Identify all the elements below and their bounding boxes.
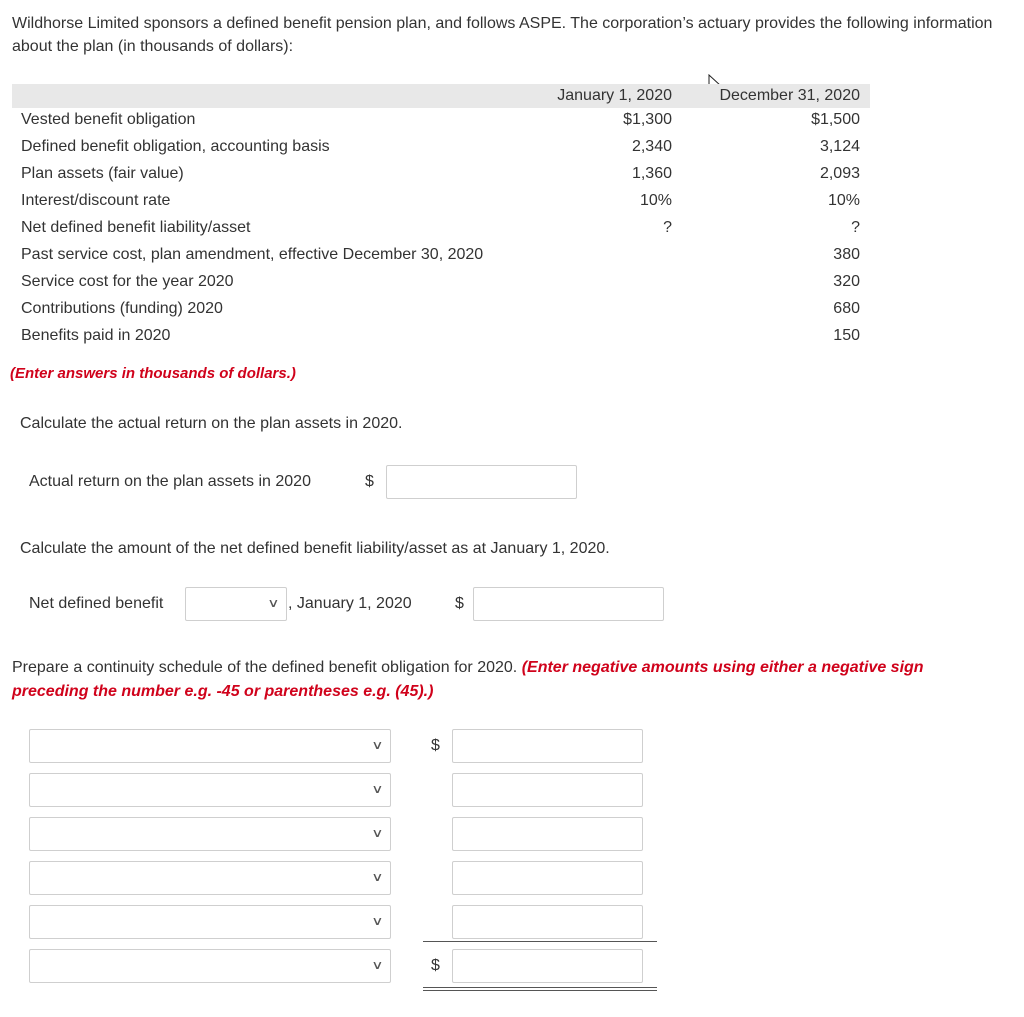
schedule-item-select[interactable] — [29, 817, 391, 851]
table-row — [12, 189, 870, 216]
plan-info-table — [12, 84, 870, 351]
row-label: Benefits paid in 2020 — [21, 327, 171, 344]
schedule-amount-input[interactable] — [452, 729, 643, 763]
row-label: Past service cost, plan amendment, effective December 30, 2020 — [21, 246, 484, 263]
header-dec: December 31, 2020 — [719, 87, 860, 104]
row-label: Net defined benefit liability/asset — [21, 219, 251, 236]
schedule-item-select[interactable] — [29, 861, 391, 895]
chevron-down-icon: ∨ — [371, 870, 384, 884]
schedule-amount-input[interactable] — [452, 817, 643, 851]
row-label: Contributions (funding) 2020 — [21, 300, 223, 317]
row-jan-value: 1,360 — [631, 165, 672, 182]
q1-prompt: Calculate the actual return on the plan assets in 2020. — [20, 415, 403, 432]
q2-prompt: Calculate the amount of the net defined benefit liability/asset as at January 1, 2020. — [20, 540, 610, 557]
row-label: Plan assets (fair value) — [21, 165, 184, 182]
table-row — [12, 243, 870, 270]
chevron-down-icon: ∨ — [371, 738, 384, 752]
header-jan: January 1, 2020 — [557, 87, 672, 104]
row-dec-value: 3,124 — [819, 138, 860, 155]
total-rule-2 — [423, 990, 657, 991]
table-row — [12, 270, 870, 297]
schedule-amount-input[interactable] — [452, 861, 643, 895]
table-header — [12, 84, 870, 108]
table-row — [12, 297, 870, 324]
schedule-currency: $ — [431, 957, 440, 974]
schedule-item-select[interactable] — [29, 905, 391, 939]
schedule-currency: $ — [431, 737, 440, 754]
table-row — [12, 108, 870, 135]
chevron-down-icon: ∨ — [371, 782, 384, 796]
enter-thousands-note: (Enter answers in thousands of dollars.) — [10, 365, 296, 382]
chevron-down-icon: ∨ — [371, 958, 384, 972]
q3-prompt: Prepare a continuity schedule of the defined benefit obligation for 2020. — [12, 659, 518, 676]
row-jan-value: ? — [663, 219, 672, 236]
chevron-down-icon: ∨ — [371, 914, 384, 928]
schedule-item-select[interactable] — [29, 949, 391, 983]
row-dec-value: 380 — [833, 246, 860, 263]
row-jan-value: 2,340 — [631, 138, 672, 155]
row-label: Defined benefit obligation, accounting basis — [21, 138, 330, 155]
schedule-amount-input[interactable] — [452, 773, 643, 807]
table-row — [12, 135, 870, 162]
net-defined-benefit-select[interactable] — [185, 587, 287, 621]
total-rule-1 — [423, 987, 657, 988]
row-dec-value: ? — [851, 219, 860, 236]
q1-currency: $ — [365, 473, 374, 490]
q1-label: Actual return on the plan assets in 2020 — [29, 473, 311, 490]
row-label: Service cost for the year 2020 — [21, 273, 234, 290]
row-dec-value: 10% — [827, 192, 860, 209]
table-row — [12, 162, 870, 189]
q2-label: Net defined benefit — [29, 595, 164, 612]
row-jan-value: 10% — [639, 192, 672, 209]
chevron-down-icon: ∨ — [267, 596, 280, 610]
schedule-amount-input[interactable] — [452, 949, 643, 983]
schedule-amount-input[interactable] — [452, 905, 643, 939]
row-label: Vested benefit obligation — [21, 111, 196, 128]
chevron-down-icon: ∨ — [371, 826, 384, 840]
subtotal-rule — [423, 941, 657, 942]
schedule-item-select[interactable] — [29, 773, 391, 807]
row-jan-value: $1,300 — [623, 111, 672, 128]
q2-suffix: , January 1, 2020 — [288, 595, 412, 612]
q3-prompt-block — [12, 656, 1002, 704]
net-defined-benefit-input[interactable] — [473, 587, 664, 621]
q2-currency: $ — [455, 595, 464, 612]
table-row — [12, 216, 870, 243]
actual-return-input[interactable] — [386, 465, 577, 499]
table-row — [12, 324, 870, 351]
row-dec-value: 2,093 — [819, 165, 860, 182]
problem-intro: Wildhorse Limited sponsors a defined benefit pension plan, and follows ASPE. The corporation’s actuary provides the following information about the plan (in thousands of dollars): — [12, 15, 993, 55]
row-dec-value: 150 — [833, 327, 860, 344]
row-label: Interest/discount rate — [21, 192, 171, 209]
schedule-item-select[interactable] — [29, 729, 391, 763]
row-dec-value: 680 — [833, 300, 860, 317]
q3-instruction: (Enter negative amounts using either a negative sign preceding the number e.g. -45 or parentheses e.g. (45).) — [12, 659, 924, 700]
row-dec-value: $1,500 — [811, 111, 860, 128]
row-dec-value: 320 — [833, 273, 860, 290]
